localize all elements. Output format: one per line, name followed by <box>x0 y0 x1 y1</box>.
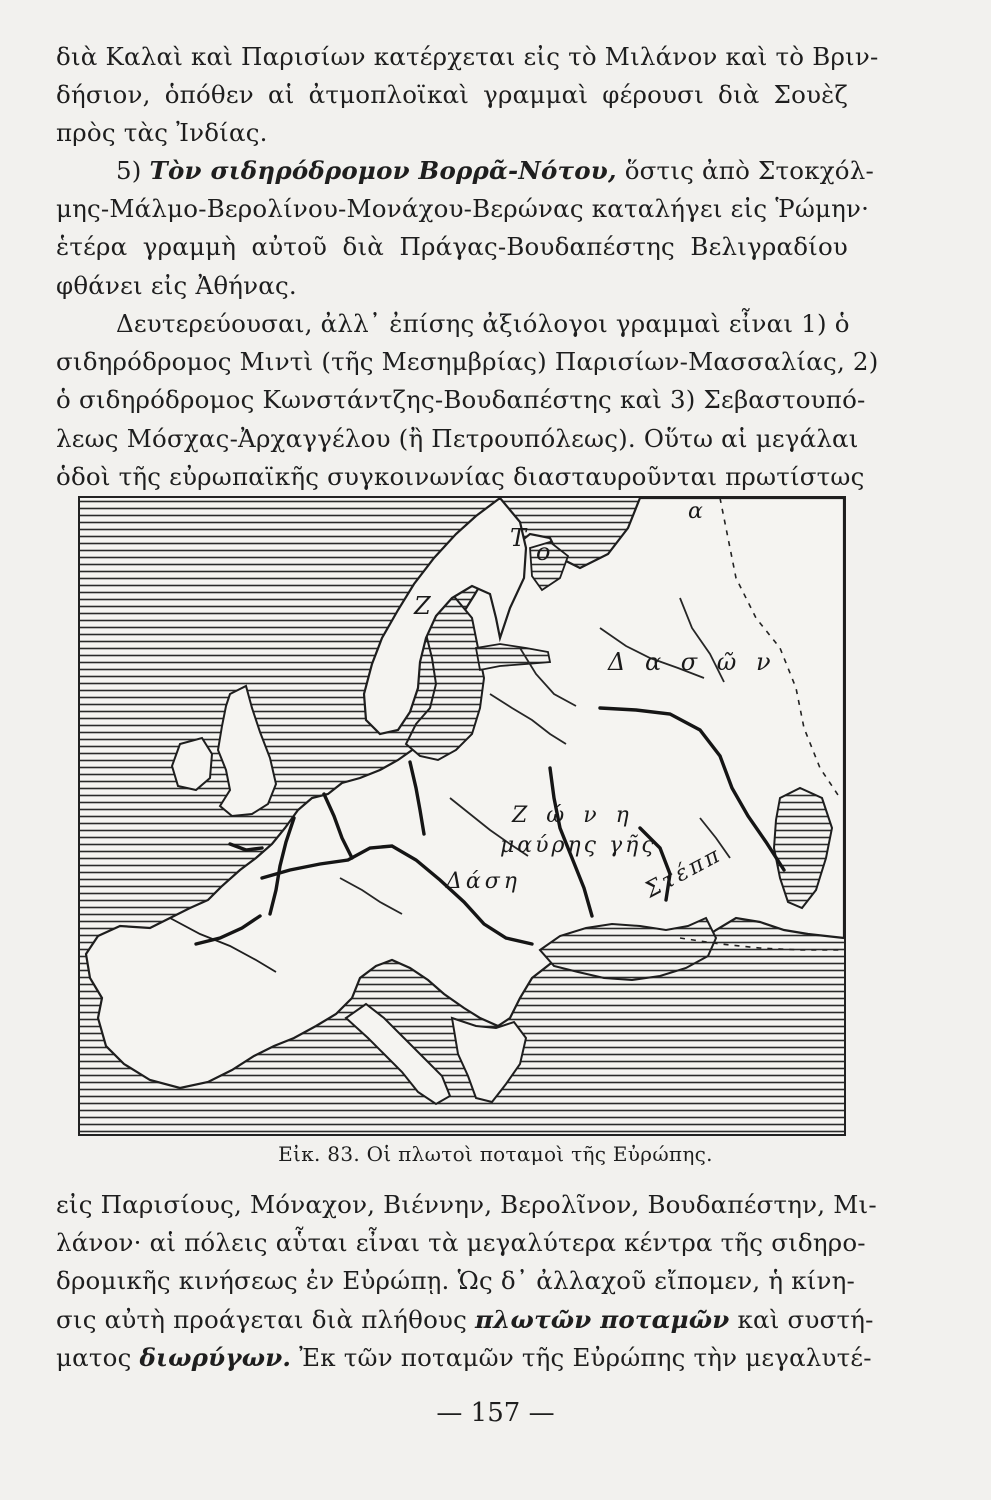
text-fragment: Ἐκ τῶν ποταμῶν τῆς Εὐρώπης τὴν μεγαλυτέ- <box>299 1342 872 1372</box>
paragraph-1 <box>56 38 879 153</box>
text-line: φθάνει εἰς Ἀθήνας. <box>56 270 297 300</box>
text-fragment: σις αὐτὴ προάγεται διὰ πλήθους <box>56 1304 468 1334</box>
text-line: σιδηρόδρομος Μιντὶ (τῆς Μεσημβρίας) Παρισίων-Μασσαλίας, 2) <box>56 347 879 377</box>
text-line: ἑτέρα γραμμὴ αὐτοῦ διὰ Πράγας-Βουδαπέστης Βελιγραδίου <box>56 232 848 262</box>
text-line: λάνον· αἱ πόλεις αὗται εἶναι τὰ μεγαλύτερα κέντρα τῆς σιδηρο- <box>56 1228 866 1258</box>
list-number: 5) <box>116 156 142 185</box>
label-forests-2: Δάση <box>446 869 521 894</box>
label-black-earth-zone: Ζ ώ ν η <box>512 803 635 828</box>
figure-caption: Εἰκ. 83. Οἱ πλωτοὶ ποταμοὶ τῆς Εὐρώπης. <box>278 1142 713 1166</box>
europe-rivers-map <box>78 496 846 1136</box>
text-line <box>56 1339 872 1377</box>
text-line: Δευτερεύουσαι, ἀλλ᾿ ἐπίσης ἀξιόλογοι γραμμαὶ εἶναι 1) ὁ <box>116 309 850 338</box>
paragraph-2 <box>56 152 874 305</box>
emphasis-canals: διωρύγων. <box>139 1342 292 1372</box>
label-tundra-t: Τ <box>510 524 527 552</box>
text-line <box>56 152 874 190</box>
text-line: εἰς Παρισίους, Μόναχον, Βιέννην, Βερολῖνον, Βουδαπέστην, Μι- <box>56 1190 877 1219</box>
text-line: λεως Μόσχας-Ἀρχαγγέλου (ἢ Πετρουπόλεως). Οὕτω αἱ μεγάλαι <box>56 423 859 453</box>
text-line: ὁδοὶ τῆς εὐρωπαϊκῆς συγκοινωνίας διασταυροῦνται πρωτίστως <box>56 461 865 491</box>
label-zone-north: Ζ <box>414 592 431 620</box>
label-tundra-o: ο <box>536 538 551 566</box>
page-number: — 157 — <box>436 1398 555 1428</box>
text-line: δήσιον, ὁπόθεν αἱ ἀτμοπλοϊκαὶ γραμμαὶ φέρουσι διὰ Σουὲζ <box>56 80 848 110</box>
section-heading: Τὸν σιδηρόδρομον Βορρᾶ-Νότου, <box>149 156 617 185</box>
emphasis-navigable-rivers: πλωτῶν ποταμῶν <box>475 1304 730 1334</box>
text-line: διὰ Καλαὶ καὶ Παρισίων κατέρχεται εἰς τὸ Μιλάνον καὶ τὸ Βριν- <box>56 42 879 71</box>
label-steppe: Στέππ <box>641 842 727 904</box>
text-fragment: ὅστις ἀπὸ Στοκχόλ- <box>624 156 874 185</box>
text-line: μης-Μάλμο-Βερολίνου-Μονάχου-Βερώνας καταλήγει εἰς Ῥώμην· <box>56 194 870 224</box>
paragraph-4 <box>56 1186 877 1377</box>
map-drawing <box>80 498 844 1134</box>
text-line: δρομικῆς κινήσεως ἐν Εὐρώπῃ. Ὡς δ᾿ ἀλλαχοῦ εἴπομεν, ἡ κίνη- <box>56 1266 855 1296</box>
text-line: ὁ σιδηρόδρομος Κωνστάντζης-Βουδαπέστης καὶ 3) Σεβαστουπό- <box>56 385 866 415</box>
text-line: πρὸς τὰς Ἰνδίας. <box>56 118 268 148</box>
text-line <box>56 1301 874 1339</box>
label-forests: Δ α σ ῶ ν <box>608 648 777 676</box>
text-fragment: καὶ συστή- <box>737 1304 874 1334</box>
text-fragment: ματος <box>56 1342 132 1372</box>
label-sea-a: α <box>688 499 703 524</box>
label-black-earth: μαύρης γῆς <box>500 833 657 858</box>
paragraph-3 <box>56 305 879 496</box>
